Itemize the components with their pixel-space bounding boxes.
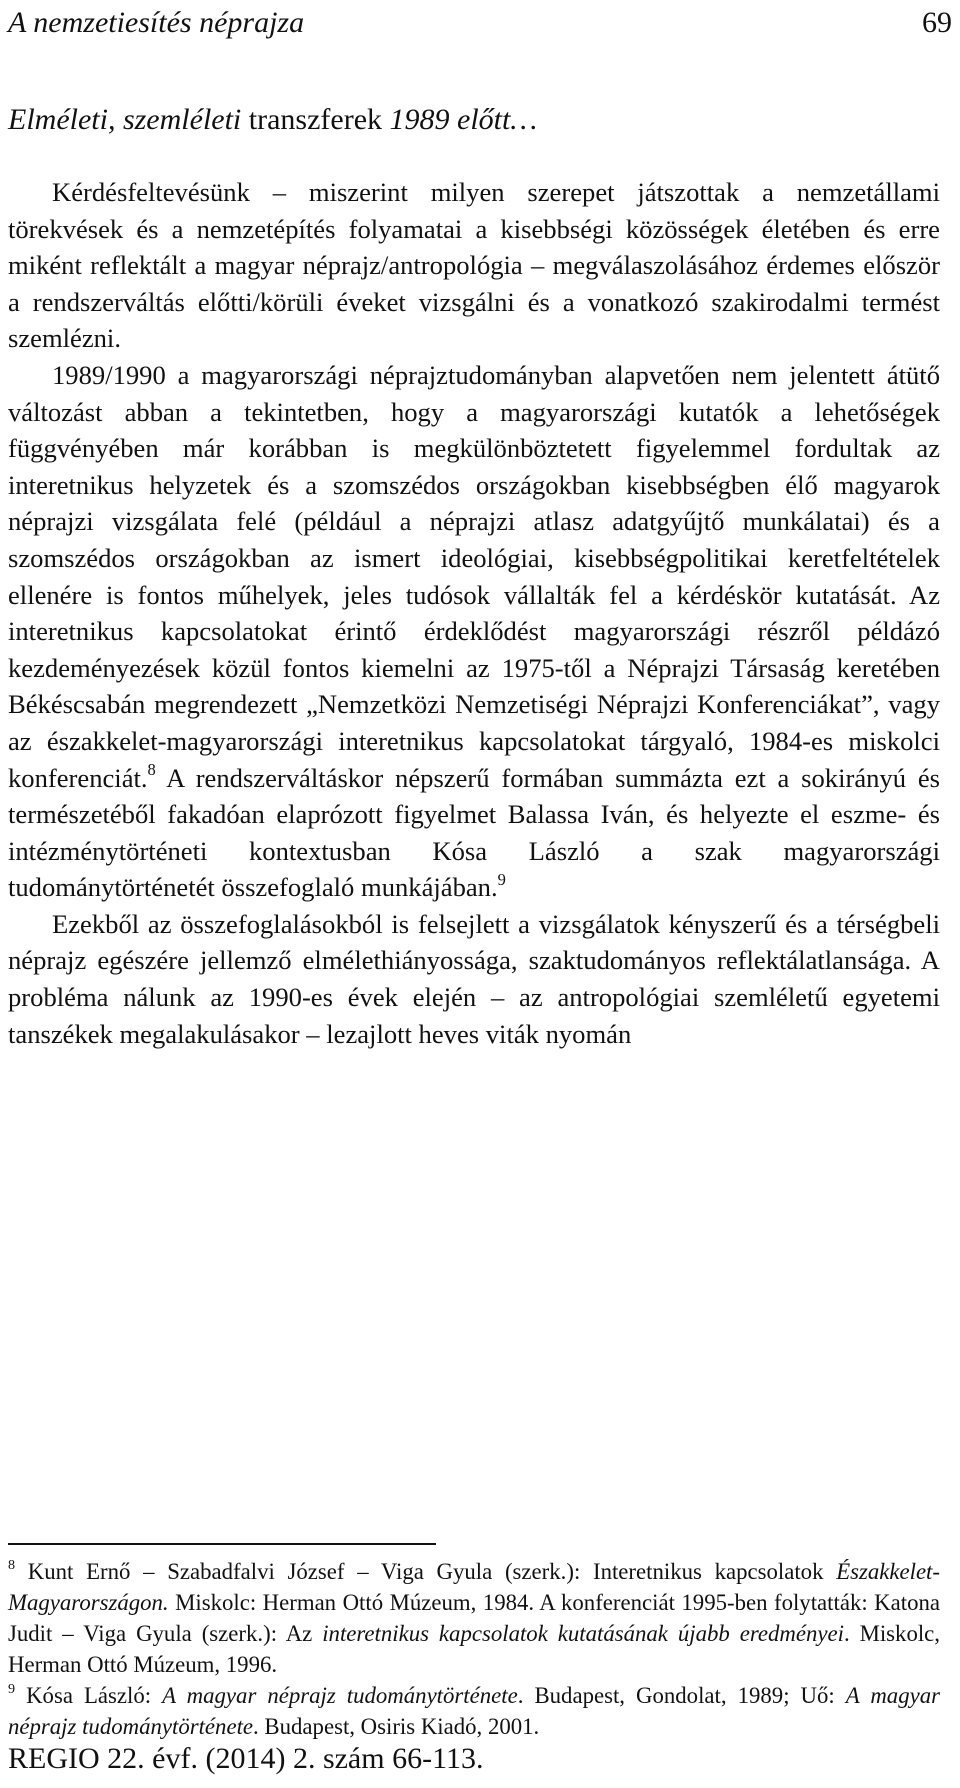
footnote-ref-9[interactable]: 9: [497, 869, 506, 889]
paragraph-2-part-b: A rendszerváltáskor népszerű formában summázta ezt a sokirányú és természetéből fakadóan elaprózott figyelmet Balassa Iván, és helyezte el eszme- és intézménytörténeti kontextusban Kósa László a szak magyarországi tudománytörténetét összefoglaló munkájában.: [8, 762, 940, 903]
section-heading-part-1: Elméleti, szemléleti: [8, 103, 249, 136]
footnote-9-italic-1: A magyar néprajz tudománytörténete: [162, 1683, 518, 1708]
section-heading-part-3: 1989 előtt…: [389, 103, 538, 136]
footnotes: [8, 1556, 940, 1742]
paragraph-1: Kérdésfeltevésünk – miszerint milyen szerepet játszottak a nemzetállami törekvések és a nemzetépítés folyamatai a kisebbségi közösségek életében és erre miként reflektált a magyar néprajz/antropológia – megválaszolásához érdemes először a rendszerváltás előtti/körüli éveket vizsgálni és a vonatkozó szakirodalmi termést szemlézni.: [8, 177, 940, 354]
section-heading-part-2: transzferek: [248, 103, 390, 136]
footnote-8-text-c: . Miskolc, Herman Ottó Múzeum, 1996.: [8, 1621, 940, 1677]
footnote-9-text-a: Kósa László:: [15, 1683, 163, 1708]
footnote-9-italic-2: A magyar néprajz tudománytörténete: [8, 1683, 940, 1739]
footnote-8-text-a: Kunt Ernő – Szabadfalvi József – Viga Gyula (szerk.): Interetnikus kapcsolatok: [15, 1559, 837, 1584]
footnote-number-8: 8: [8, 1557, 16, 1573]
footnote-8: [8, 1556, 940, 1680]
footnote-9-text-b: . Budapest, Gondolat, 1989; Uő:: [517, 1683, 846, 1708]
footnote-number-9: 9: [8, 1681, 16, 1697]
journal-footer: REGIO 22. évf. (2014) 2. szám 66-113.: [8, 1742, 484, 1775]
footnote-ref-8[interactable]: 8: [147, 760, 156, 779]
running-header: [8, 4, 952, 42]
paragraph-2-part-a: 1989/1990 a magyarországi néprajztudományban alapvetően nem jelentett átütő változást abban a tekintetben, hogy a magyarországi kutatók a lehetőségek függvényében már korábban is megkülönböztetett figyelemmel fordultak az interetnikus helyzetek és a szomszédos országokban kisebbségben élő magyarok néprajzi vizsgálata felé (például a néprajzi atlasz adatgyűjtő munkálatai) és a szomszédos országokban az ismert ideológiai, kisebbségpolitikai keretfeltételek ellenére is fontos műhelyek, jeles tudósok vállalták fel a kérdéskör kutatását. Az interetnikus kapcsolatokat érintő érdeklődést magyarországi részről példázó kezdeményezések közül fontos kiemelni az 1975-től a Néprajzi Társaság keretében Békéscsabán megrendezett „Nemzetközi Nemzetiségi Néprajzi Konferenciákat”, vagy az északkelet-magyarországi interetnikus kapcsolatokat tárgyaló, 1984-es miskolci konferenciát.: [8, 359, 940, 793]
page-number: 69: [922, 6, 952, 39]
section-heading: [8, 100, 537, 140]
footnote-separator: [8, 1543, 436, 1545]
footnote-9: [8, 1680, 940, 1742]
footnote-8-text-b: Miskolc: Herman Ottó Múzeum, 1984. A konferenciát 1995-ben folytatták: Katona Judit – Viga Gyula (szerk.): Az: [8, 1590, 940, 1646]
footnote-8-italic-2: interetnikus kapcsolatok kutatásának újabb eredményei: [322, 1621, 844, 1646]
footnote-9-text-c: . Budapest, Osiris Kiadó, 2001.: [253, 1714, 540, 1739]
footnote-8-italic-1: Északkelet-Magyarországon.: [8, 1559, 940, 1615]
paragraph-3: Ezekből az összefoglalásokból is felsejlett a vizsgálatok kényszerű és a térségbeli néprajz egészére jellemző elmélethiányossága, szaktudományos reflektálatlansága. A probléma nálunk az 1990-es évek elején – az antropológiai szemléletű egyetemi tanszékek megalakulásakor – lezajlott heves viták nyomán: [8, 908, 940, 1049]
paragraph-2: [8, 357, 940, 906]
body-text: [8, 174, 940, 1052]
running-title: A nemzetiesítés néprajza: [8, 6, 305, 39]
